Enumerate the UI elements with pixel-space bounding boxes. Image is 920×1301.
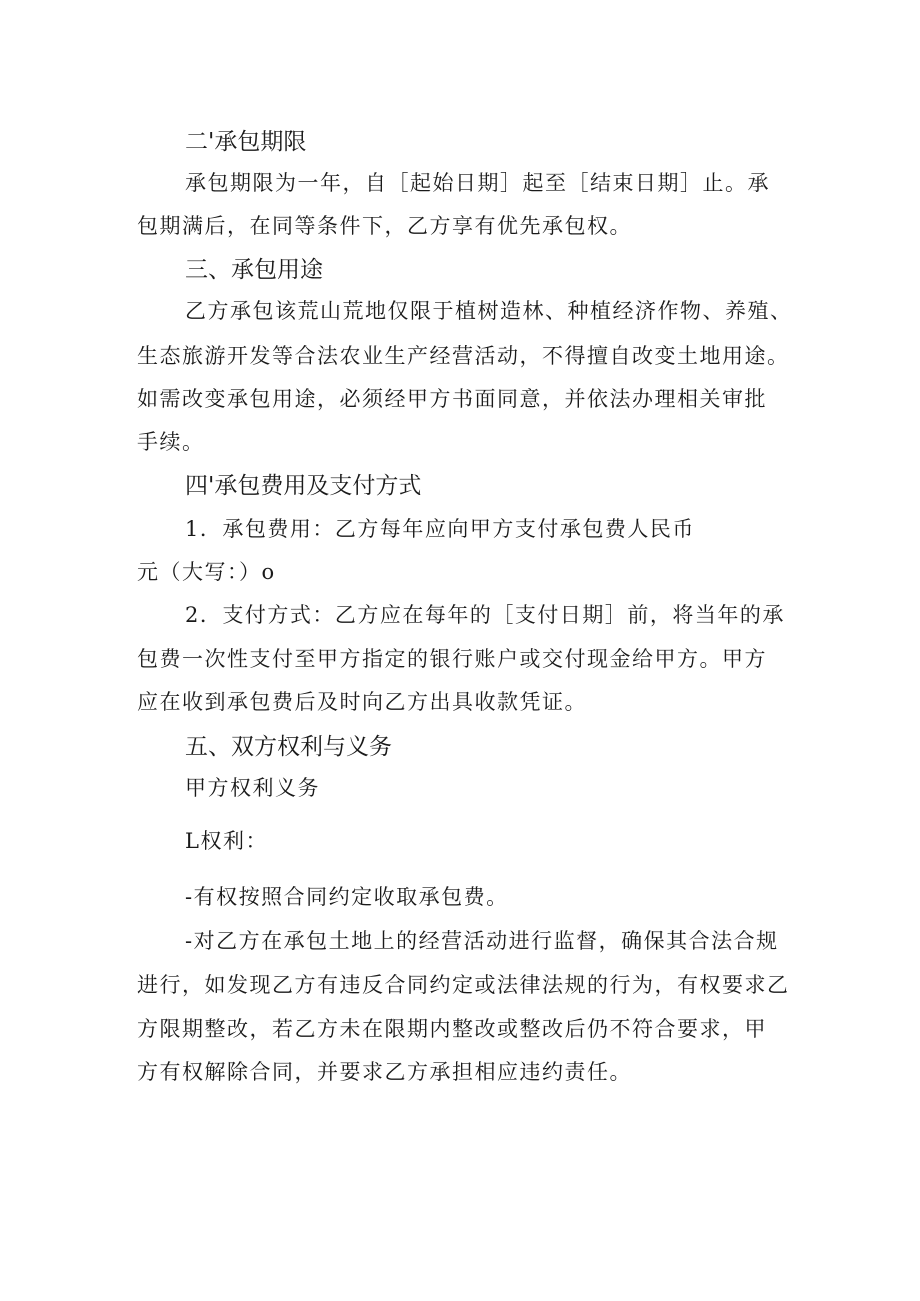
paragraph-line: 方有权解除合同，并要求乙方承担相应违约责任。 — [137, 1060, 632, 1084]
section-heading-fees: 四'承包费用及支付方式 — [185, 473, 422, 499]
section-heading-term: 二'承包期限 — [185, 129, 307, 155]
paragraph-line: 方限期整改，若乙方未在限期内整改或整改后仍不符合要求，甲 — [137, 1017, 767, 1041]
paragraph-line: 生态旅游开发等合法农业生产经营活动，不得擅自改变土地用途。 — [137, 344, 790, 368]
paragraph-line: 承包期限为一年，自［起始日期］起至［结束日期］止。承 — [185, 171, 770, 195]
paragraph-line: 包费一次性支付至甲方指定的银行账户或交付现金给甲方。甲方 — [137, 647, 767, 671]
paragraph-line: 应在收到承包费后及时向乙方出具收款凭证。 — [137, 690, 587, 714]
paragraph-line: 元（大写：）o — [137, 560, 276, 584]
paragraph-line: 1．承包费用：乙方每年应向甲方支付承包费人民币 — [185, 517, 695, 541]
paragraph-line: -有权按照合同约定收取承包费。 — [185, 885, 509, 909]
paragraph-line: 2．支付方式：乙方应在每年的［支付日期］前，将当年的承 — [185, 603, 785, 627]
paragraph-line: 甲方权利义务 — [185, 776, 320, 800]
paragraph-line: -对乙方在承包土地上的经营活动进行监督，确保其合法合规 — [185, 929, 779, 953]
section-heading-rights: 五、双方权利与义务 — [185, 734, 392, 760]
section-heading-purpose: 三、承包用途 — [185, 257, 323, 283]
paragraph-line: 乙方承包该荒山荒地仅限于植树造林、种植经济作物、养殖、 — [185, 299, 793, 323]
paragraph-line: 包期满后，在同等条件下，乙方享有优先承包权。 — [137, 214, 632, 238]
paragraph-line: 进行，如发现乙方有违反合同约定或法律法规的行为，有权要求乙 — [137, 973, 790, 997]
paragraph-line: 手续。 — [137, 430, 205, 454]
paragraph-line: L权利： — [185, 829, 268, 853]
paragraph-line: 如需改变承包用途，必须经甲方书面同意，并依法办理相关审批 — [137, 387, 767, 411]
